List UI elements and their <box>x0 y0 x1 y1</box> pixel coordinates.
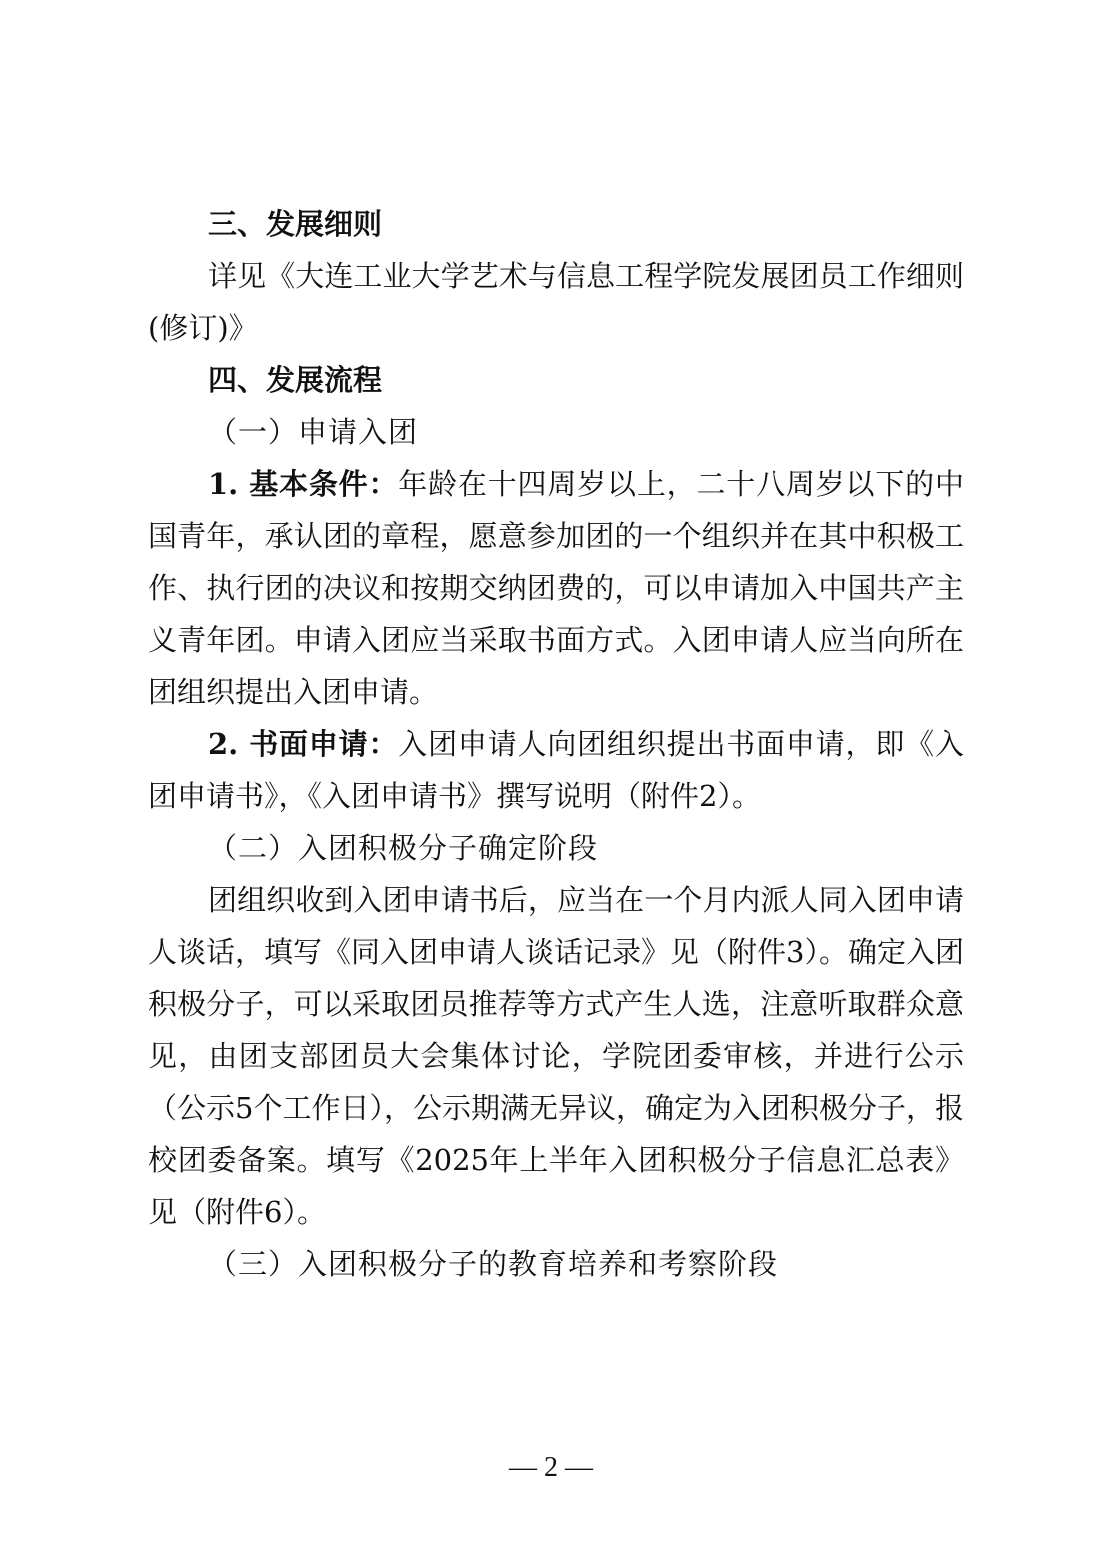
item-1-text: 年龄在十四周岁以上，二十八周岁以下的中国青年，承认团的章程，愿意参加团的一个组织并在其中积极工作、执行团的决议和按期交纳团费的，可以申请加入中国共产主义青年团。申请入团应当采取书面方式。入团申请人应当向所在团组织提出入团申请。 <box>148 467 964 709</box>
item-1-label: 1. 基本条件： <box>208 467 399 501</box>
section-3-heading: 三、发展细则 <box>208 207 383 241</box>
item-2-text: 入团申请人向团组织提出书面申请，即《入团申请书》，《入团申请书》撰写说明（附件2）。 <box>148 727 964 813</box>
item-2-label: 2. 书面申请： <box>208 727 399 761</box>
section-3-body: 详见《大连工业大学艺术与信息工程学院发展团员工作细则 (修订)》 <box>148 259 964 345</box>
subsection-2-heading: （二）入团积极分子确定阶段 <box>208 831 599 865</box>
page-content <box>148 198 964 1290</box>
subsection-2-body: 团组织收到入团申请书后，应当在一个月内派人同入团申请人谈话，填写《同入团申请人谈话记录》见（附件3）。确定入团积极分子，可以采取团员推荐等方式产生人选，注意听取群众意见，由团支部团员大会集体讨论，学院团委审核，并进行公示（公示5个工作日），公示期满无异议，确定为入团积极分子，报校团委备案。填写《2025年上半年入团积极分子信息汇总表》见（附件6）。 <box>148 883 964 1229</box>
subsection-1-heading: （一）申请入团 <box>208 415 419 449</box>
section-4-heading: 四、发展流程 <box>208 363 383 397</box>
item-2-paragraph <box>148 718 964 822</box>
page-number: — 2 — <box>509 1452 593 1483</box>
item-1-paragraph <box>148 458 964 718</box>
subsection-3-heading: （三）入团积极分子的教育培养和考察阶段 <box>208 1247 779 1281</box>
